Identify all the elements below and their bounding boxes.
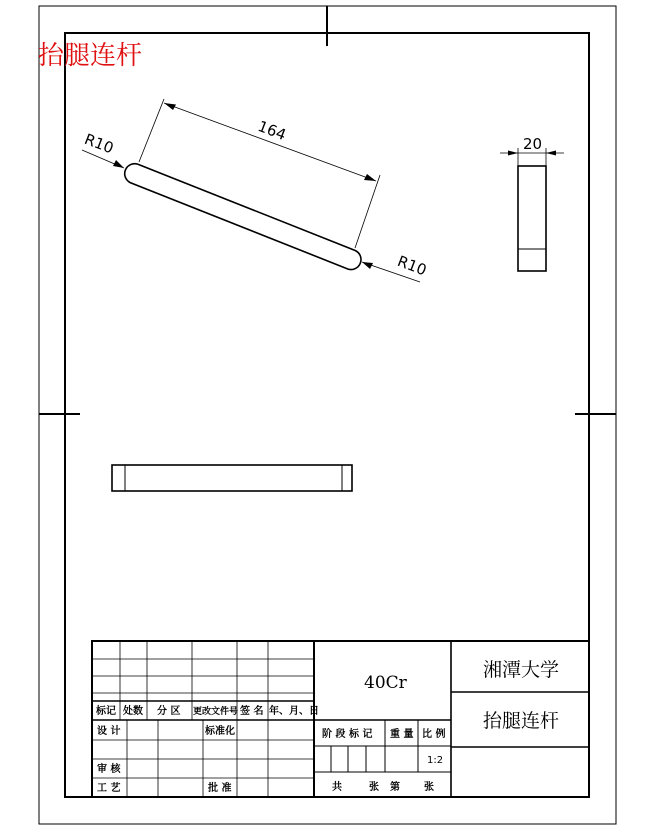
- part-name: 抬腿连杆: [483, 710, 560, 732]
- rev-label-zone: 分 区: [157, 706, 181, 717]
- link-top-view: [112, 465, 352, 491]
- rev-label-mark: 标记: [96, 706, 116, 717]
- drawing-frame: [65, 33, 589, 797]
- label-sheet-sheets: 张: [369, 782, 379, 793]
- label-sheet-number: 第: [390, 782, 400, 793]
- drawing-title: 抬腿连杆: [38, 41, 143, 71]
- label-weight: 重 量: [390, 729, 414, 740]
- dimension-thickness-label: 20: [523, 135, 543, 153]
- scale-value: 1:2: [427, 755, 444, 766]
- dimension-radius-right-label: R10: [394, 252, 430, 280]
- link-side-view: [518, 166, 546, 271]
- rev-label-date: 年、月、日: [269, 706, 319, 717]
- rev-label-doc: 更改文件号: [193, 707, 239, 717]
- label-process: 工 艺: [97, 783, 121, 794]
- link-front-view: [125, 164, 361, 270]
- material: 40Cr: [364, 673, 407, 693]
- dimension-radius-left-label: R10: [81, 130, 117, 158]
- label-approve: 批 准: [208, 783, 232, 794]
- rev-label-sign: 签 名: [240, 706, 264, 717]
- rev-label-count: 处数: [123, 706, 143, 717]
- label-standardize: 标准化: [205, 726, 235, 737]
- label-scale: 比 例: [422, 729, 446, 740]
- dimension-length-label: 164: [255, 117, 289, 145]
- label-stage-mark: 阶 段 标 记: [322, 729, 373, 740]
- label-design: 设 计: [97, 726, 121, 737]
- school-name: 湘潭大学: [483, 659, 560, 681]
- label-sheet-sheet: 张: [424, 782, 434, 793]
- label-review: 审 核: [97, 764, 121, 775]
- label-sheet-total: 共: [332, 782, 342, 793]
